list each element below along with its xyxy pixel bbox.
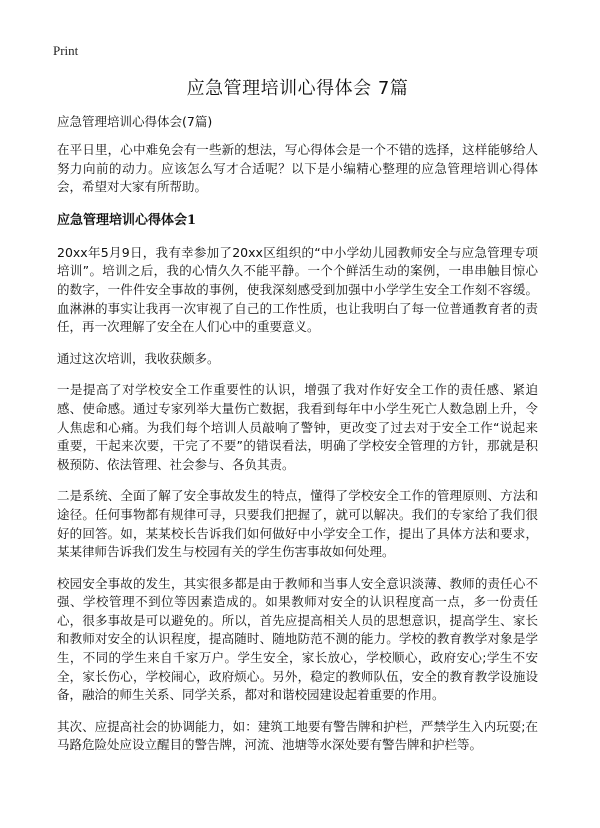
page-title: 应急管理培训心得体会 7篇 xyxy=(186,78,409,99)
body-paragraph-4: 二是系统、全面了解了安全事故发生的特点，懂得了学校安全工作的管理原则、方法和途径。任何事物都有规律可寻，只要我们把握了，就可以解决。我们的专家给了我们很好的回答。如，某某校长告诉我们如何做好中小学安全工作，提出了具体方法和要求，某某律师告诉我们发生与校园有关的学生伤害事故如何处理。 xyxy=(57,488,538,560)
body-paragraph-6: 其次、应提高社会的协调能力，如：建筑工地要有警告牌和护栏，严禁学生入内玩耍;在马路危险处应设立醒目的警告牌，河流、池塘等水深处要有警告牌和护栏等。 xyxy=(57,718,538,753)
document-subtitle: 应急管理培训心得体会(7篇) xyxy=(57,114,213,129)
print-link[interactable]: Print xyxy=(53,43,79,58)
section-heading: 应急管理培训心得体会1 xyxy=(57,212,197,228)
body-paragraph-3: 一是提高了对学校安全工作重要性的认识，增强了我对作好安全工作的责任感、紧迫感、使命感。通过专家列举大量伤亡数据，我看到每年中小学生死亡人数急剧上升，令人焦虑和心痛。为我们每个培训人员敲响了警钟，更改变了过去对于安全工作“说起来重要，干起来次要，干完了不要”的错误看法，明确了学校安全管理的方针，那就是积极预防、依法管理、社会参与、各负其责。 xyxy=(57,382,538,472)
intro-paragraph: 在平日里，心中难免会有一些新的想法，写心得体会是一个不错的选择，这样能够给人努力向前的动力。应该怎么写才合适呢？以下是小编精心整理的应急管理培训心得体会，希望对大家有所帮助。 xyxy=(57,142,538,195)
body-paragraph-2: 通过这次培训，我收获颇多。 xyxy=(57,350,220,366)
body-paragraph-1: 20xx年5月9日，我有幸参加了20xx区组织的“中小学幼儿园教师安全与应急管理专项培训”。培训之后，我的心情久久不能平静。一个个鲜活生动的案例，一串串触目惊心的数字，一件件安全事故的事例，使我深刻感受到加强中小学学生安全工作刻不容缓。血淋淋的事实让我再一次审视了自己的工作性质，也让我明白了每一位普通教育者的责任，再一次理解了安全在人们心中的重要意义。 xyxy=(57,244,538,335)
body-paragraph-5: 校园安全事故的发生，其实很多都是由于教师和当事人安全意识淡薄、教师的责任心不强、学校管理不到位等因素造成的。如果教师对安全的认识程度高一点，多一份责任心，很多事故是可以避免的。所以，首先应提高相关人员的思想意识，提高学生、家长和教师对安全的认识程度，提高随时、随地防范不测的能力。学校的教育教学对象是学生，不同的学生来自千家万户。学生安全，家长放心，学校顺心，政府安心;学生不安全，家长伤心，学校闹心，政府烦心。另外，稳定的教师队伍，安全的教育教学设施设备，融洽的师生关系、同学关系，都对和谐校园建设起着重要的作用。 xyxy=(57,575,538,703)
